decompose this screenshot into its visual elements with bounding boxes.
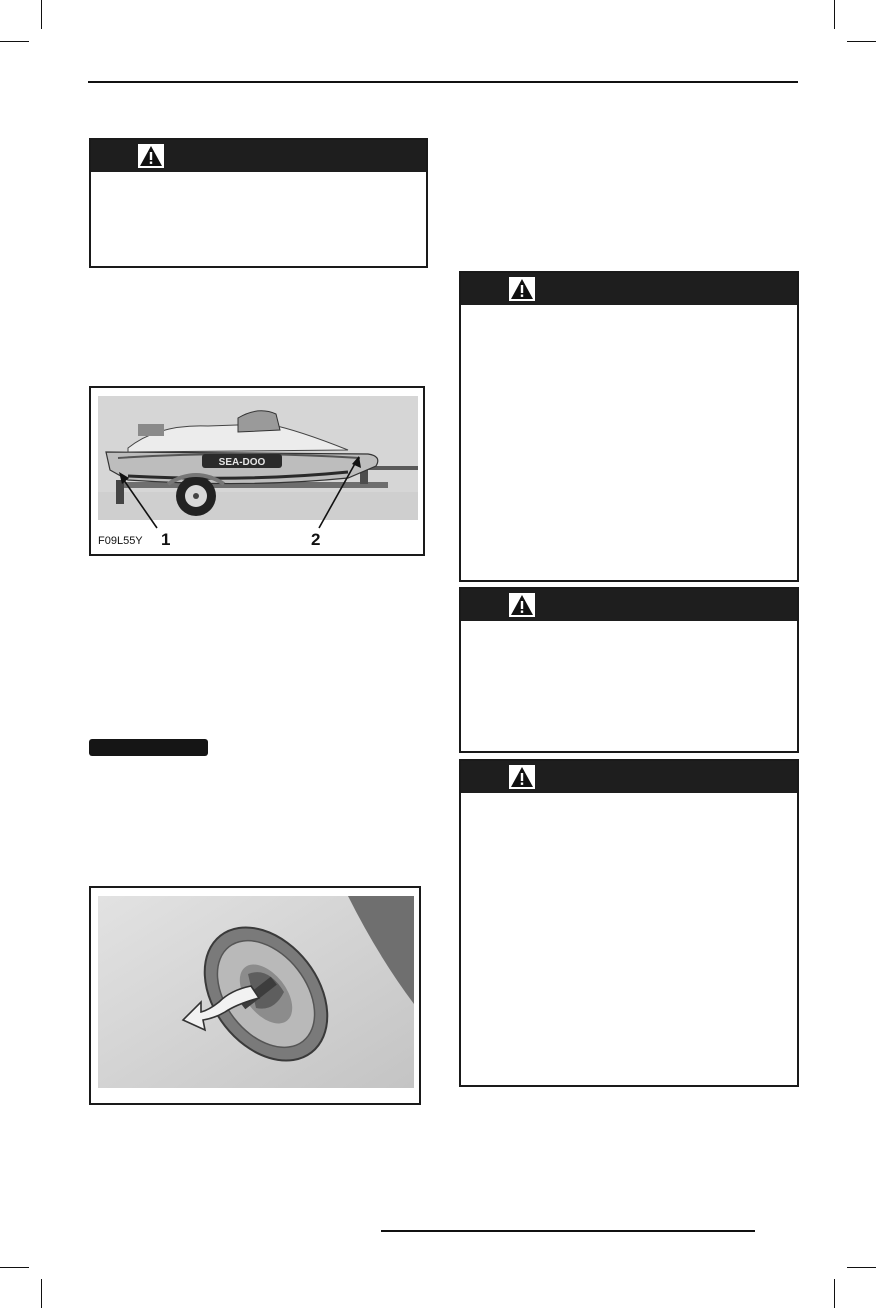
header-rule <box>88 81 798 83</box>
warning-triangle-icon <box>509 277 535 301</box>
warning-box-1 <box>89 138 428 268</box>
crop-mark <box>41 1279 42 1308</box>
note-label-bar <box>89 739 208 756</box>
brand-decal: SEA-DOO <box>218 457 266 468</box>
callout-2: 2 <box>311 530 321 549</box>
warning-header <box>461 589 797 621</box>
callout-1: 1 <box>161 530 171 549</box>
warning-header <box>461 761 797 793</box>
figure-code: F09L55Y <box>98 535 143 547</box>
warning-triangle-icon <box>509 765 535 789</box>
crop-mark <box>0 1267 29 1268</box>
warning-box-4 <box>459 759 799 1087</box>
curved-arrow-icon <box>179 976 269 1036</box>
warning-triangle-icon <box>509 593 535 617</box>
crop-mark <box>847 1267 876 1268</box>
boat-trailer-photo <box>98 396 418 520</box>
crop-mark <box>847 41 876 42</box>
warning-triangle-icon <box>138 144 164 168</box>
warning-header <box>461 273 797 305</box>
crop-mark <box>834 1279 835 1308</box>
warning-box-2 <box>459 271 799 582</box>
warning-header <box>91 140 426 172</box>
warning-box-3 <box>459 587 799 753</box>
crop-mark <box>834 0 835 29</box>
drain-plug-figure <box>89 886 421 1105</box>
crop-mark <box>41 0 42 29</box>
footer-rule <box>381 1230 755 1232</box>
boat-trailer-figure <box>89 386 425 556</box>
crop-mark <box>0 41 29 42</box>
